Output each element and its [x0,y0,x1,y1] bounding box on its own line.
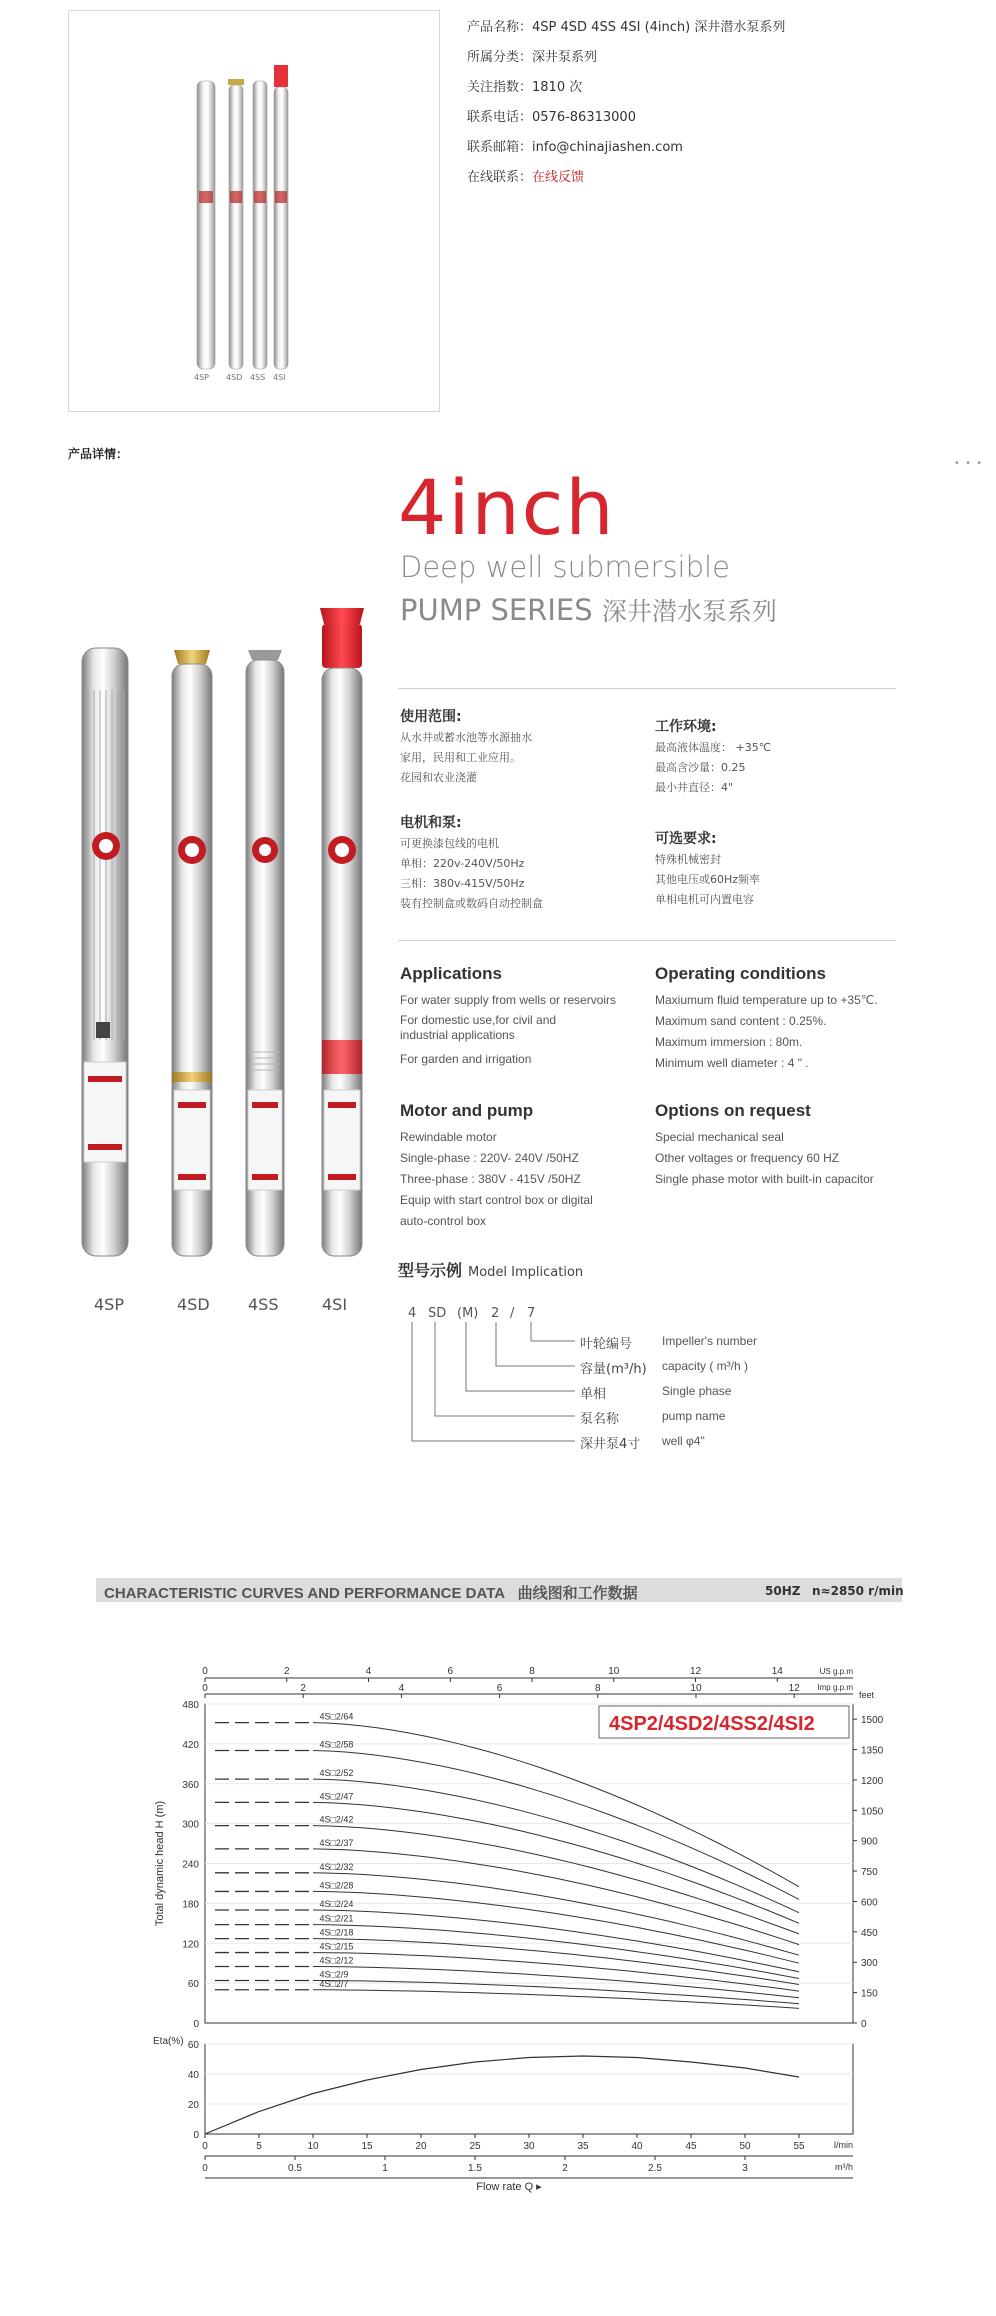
model-row-cn: 泵名称 [580,1412,620,1427]
model-title: 型号示例 Model Implication [398,1261,584,1280]
divider [398,688,896,689]
hero-subtitle-2: PUMP SERIES 深井潜水泵系列 [400,593,777,627]
lmin-tick: 30 [523,2141,535,2152]
m3h-tick: 2 [562,2163,568,2174]
model-code-part: (M) [457,1306,479,1321]
imp-gpm-tick: 6 [496,1683,503,1694]
thumb-label: 4SP [194,373,209,382]
model-row-en: Impeller's number [662,1334,757,1348]
hero-title: 4inch [398,463,616,552]
pump-label: 4SS [248,1295,279,1314]
model-code-part: 2 [491,1306,500,1321]
curve-label: 4S□2/28 [319,1880,354,1891]
curve-label: 4S□2/42 [319,1814,354,1825]
pump-label: 4SD [177,1295,210,1314]
motor-text-en: Rewindable motor Single-phase : 220V- 240V /50HZ Three-phase : 380V - 415V /50HZ Equip with start control box or digital auto-control box [400,1130,593,1228]
feet-tick-label: 600 [861,1897,878,1909]
m3h-tick: 3 [742,2163,748,2174]
options-text-en: Special mechanical seal Other voltages or frequency 60 HZ Single phase motor with built-in capacitor [655,1130,874,1186]
model-row-cn: 容量(m³/h) [580,1362,647,1377]
pump-label: 4SI [322,1295,348,1314]
model-code-part: / [510,1306,515,1321]
curve-label: 4S□2/37 [319,1837,354,1848]
model-code-part: 7 [527,1306,536,1321]
imp-gpm-tick: 2 [300,1683,306,1694]
imp-gpm-tick: 10 [690,1683,702,1694]
curve-label: 4S□2/18 [319,1927,354,1938]
lmin-tick: 55 [793,2141,805,2152]
pump-4sp [82,648,128,1256]
info-category: 所属分类：深井泵系列 [467,50,598,65]
y-tick-label: 0 [193,2130,199,2141]
options-title-en: Options on request [655,1101,811,1120]
us-gpm-tick: 10 [608,1666,620,1677]
y-tick-label: 180 [182,1899,199,1911]
info-views: 关注指数：1810 次 [467,80,583,95]
info-phone: 联系电话：0576-86313000 [467,110,636,125]
thumb-label: 4SS [250,373,266,382]
curve-label: 4S□2/9 [319,1969,349,1980]
feet-tick-label: 150 [861,1988,878,2000]
lmin-tick: 10 [307,2141,319,2152]
feet-tick-label: 900 [861,1836,878,1848]
thumb-label: 4SD [226,373,243,382]
motor-title-en: Motor and pump [400,1101,534,1120]
lmin-tick: 20 [415,2141,427,2152]
lmin-tick: 50 [739,2141,751,2152]
y-tick-label: 240 [182,1859,199,1871]
curve-label: 4S□2/24 [319,1899,354,1910]
info-email: 联系邮箱：info@chinajiashen.com [467,140,683,155]
motor-text-cn: 可更换漆包线的电机 单相：220v-240V/50Hz 三相：380v-415V/50Hz 装有控制盒或数码自动控制盒 [400,837,543,910]
y-tick-label: 120 [182,1939,199,1951]
m3h-tick: 1 [382,2163,388,2174]
us-gpm-tick: 2 [283,1666,290,1677]
curve-label: 4S□2/7 [319,1978,349,1989]
lmin-tick: 5 [256,2141,262,2152]
thumb-pump-4ss [253,81,267,369]
us-gpm-tick: 12 [689,1666,702,1677]
curve-label: 4S□2/58 [319,1739,354,1750]
curve-label: 4S□2/52 [319,1768,354,1779]
y-axis-label: Total dynamic head H (m) [154,1800,166,1927]
imp-gpm-tick: 12 [788,1683,800,1694]
curve-label: 4S□2/12 [319,1955,354,1966]
lmin-tick: 35 [577,2141,589,2152]
y-tick-label: 0 [193,2019,199,2030]
y-tick-label: 40 [187,2070,199,2081]
us-gpm-tick: 0 [202,1666,208,1677]
lmin-tick: 15 [361,2141,373,2152]
lmin-tick: 25 [469,2141,481,2152]
m3h-tick: 2.5 [648,2163,662,2174]
pump-4ss [246,650,284,1256]
x-axis-label: Flow rate Q ▸ [476,2181,542,2193]
more-dots: • • • [954,458,984,469]
pump-4si [320,608,364,1256]
thumb-label: 4SI [273,373,286,382]
feet-tick-label: 1050 [861,1806,884,1818]
motor-title-cn: 电机和泵: [400,815,462,831]
lmin-tick: 45 [685,2141,697,2152]
feet-tick-label: 300 [861,1958,878,1970]
m3h-tick: 1.5 [468,2163,482,2174]
feedback-link[interactable]: 在线反馈 [532,170,585,185]
applications-title: Applications [400,964,503,983]
us-gpm-tick: 14 [771,1666,783,1677]
imp-gpm-tick: 8 [594,1683,601,1694]
email-link[interactable]: info@chinajiashen.com [532,140,683,155]
feet-tick-label: 1350 [861,1745,884,1757]
y-tick-label: 360 [182,1779,199,1791]
y-tick-label: 60 [187,2040,199,2051]
us-gpm-tick: 8 [529,1666,535,1677]
feet-tick-label: 1500 [861,1715,884,1727]
operating-text: Maxiumum fluid temperature up to +35℃. Maximum sand content : 0.25%. Maximum immersion : 80m. Minimum well diameter : 4 " . [655,993,878,1070]
details-heading: 产品详情： [68,447,129,461]
curve-label: 4S□2/15 [319,1941,354,1952]
feet-tick-label: 0 [861,2019,867,2030]
lmin-tick: 0 [202,2141,208,2152]
eta-axis-label: Eta(%) [153,2036,184,2047]
env-text: 最高液体温度： +35℃ 最高含沙量：0.25 最小井直径：4" [655,741,772,794]
imp-gpm-tick: 4 [398,1683,405,1694]
imp-gpm-tick: 0 [202,1683,208,1694]
curve-label: 4S□2/64 [319,1711,354,1722]
operating-title: Operating conditions [655,964,826,983]
info-product-name: 产品名称：4SP 4SD 4SS 4SI (4inch) 深井潜水泵系列 [467,20,786,35]
feet-tick-label: 450 [861,1927,878,1939]
thumb-pump-4sd [228,79,244,369]
info-online-contact: 在线联系：在线反馈 [467,170,585,185]
y-tick-label: 420 [182,1739,199,1751]
model-row-en: capacity ( m³/h ) [662,1359,749,1373]
y-tick-label: 60 [187,1979,199,1991]
chart-title: 4SP2/4SD2/4SS2/4SI2 [609,1713,815,1735]
usage-title: 使用范围: [400,709,462,725]
performance-chart [140,1610,900,2030]
category-link[interactable]: 深井泵系列 [532,50,598,65]
m3h-tick: 0 [202,2163,208,2174]
lmin-tick: 40 [631,2141,643,2152]
feet-tick-label: 1200 [861,1775,884,1787]
env-title: 工作环境: [655,719,717,735]
product-image-frame [68,10,440,412]
curve-label: 4S□2/47 [319,1791,354,1802]
hero-subtitle-cn: 深井潜水泵系列 [601,597,777,626]
model-row-en: pump name [662,1409,726,1423]
thumb-pump-4si [274,65,288,369]
axis-unit-label: m³/h [835,2162,853,2172]
us-gpm-tick: 4 [365,1666,372,1677]
model-row-en: well φ4" [662,1434,705,1448]
m3h-tick: 0.5 [288,2163,302,2174]
product-thumbnail [69,11,439,411]
y-tick-label: 20 [187,2100,199,2111]
pump-label: 4SP [94,1295,124,1314]
model-code-part: 4 [408,1306,417,1321]
applications-text: For water supply from wells or reservoirs For domestic use,for civil and industrial applications For garden and irrigation [400,993,617,1066]
options-title-cn: 可选要求: [655,831,717,847]
curves-frequency: 50HZ [765,1584,801,1598]
model-leader-lines [400,1318,580,1448]
curves-rpm: n≈2850 r/min [812,1584,904,1598]
hero-subtitle-1: Deep well submersible [400,550,730,584]
usage-text: 从水井或蓄水池等水源抽水 家用，民用和工业应用。 花园和农业浇灌 [400,731,532,784]
axis-unit-label: feet [859,1690,875,1700]
model-code-part: SD [428,1306,447,1321]
curves-title: CHARACTERISTIC CURVES AND PERFORMANCE DATA 曲线图和工作数据 [104,1585,638,1602]
y-tick-label: 480 [182,1700,199,1711]
curve-label: 4S□2/21 [319,1913,354,1924]
model-row-en: Single phase [662,1384,732,1398]
y-tick-label: 300 [182,1819,199,1831]
model-row-cn: 深井泵4寸 [580,1437,641,1452]
us-gpm-tick: 6 [447,1666,454,1677]
pump-illustration [70,600,390,1280]
axis-unit-label: l/min [833,2140,853,2150]
thumb-pump-4sp [197,81,215,369]
axis-unit-label: Imp g.p.m [817,1683,853,1692]
curve-label: 4S□2/32 [319,1861,354,1872]
model-row-cn: 单相 [580,1387,607,1402]
divider [398,940,896,941]
options-text-cn: 特殊机械密封 其他电压或60Hz频率 单相电机可内置电容 [655,853,761,906]
efficiency-chart [140,2036,900,2296]
feet-tick-label: 750 [861,1867,878,1879]
pump-4sd [172,650,212,1256]
model-row-cn: 叶轮编号 [580,1337,633,1352]
axis-unit-label: US g.p.m [819,1667,853,1676]
